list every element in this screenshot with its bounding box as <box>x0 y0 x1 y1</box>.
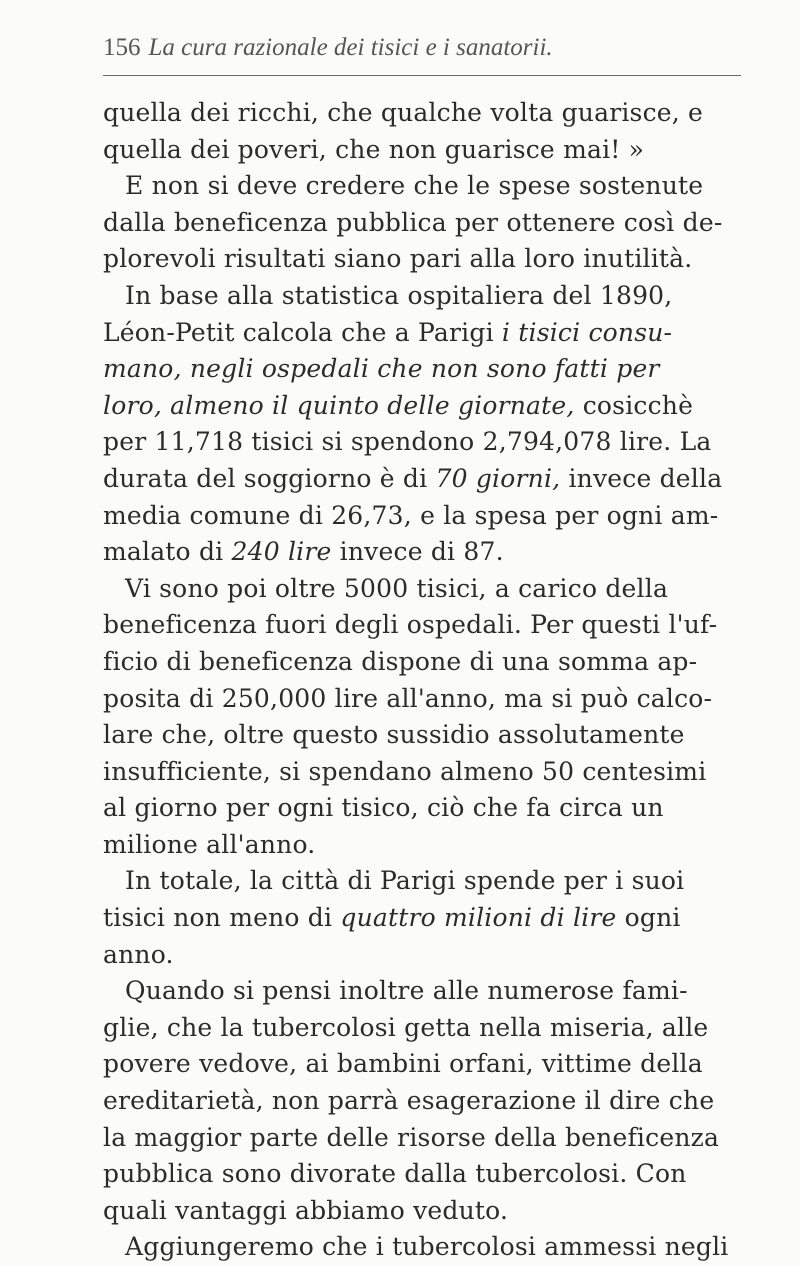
text-span: dalla beneficenza pubblica per ottenere così de- <box>103 207 723 237</box>
text-span: al giorno per ogni tisico, ciò che fa circa un <box>103 793 664 823</box>
text-span: In totale, la città di Parigi spende per i suoi <box>125 866 685 896</box>
text-line <box>103 717 763 754</box>
text-line <box>103 388 763 425</box>
text-line <box>103 315 763 352</box>
text-line <box>103 571 763 608</box>
text-span: invece della <box>560 463 723 493</box>
text-line <box>103 1229 763 1266</box>
text-span: povere vedove, ai bambini orfani, vittime della <box>103 1049 703 1079</box>
text-span: pubblica sono divorate dalla tubercolosi. Con <box>103 1159 687 1189</box>
text-span: quali vantaggi abbiamo veduto. <box>103 1195 509 1225</box>
text-line <box>103 607 763 644</box>
text-span: per 11,718 tisici si spendono 2,794,078 lire. La <box>103 427 712 457</box>
text-line <box>103 1046 763 1083</box>
text-line <box>103 863 763 900</box>
text-span: In base alla statistica ospitaliera del 1890, <box>125 280 673 310</box>
text-span: E non si deve credere che le spese sostenute <box>125 171 704 201</box>
text-span: insufficiente, si spendano almeno 50 centesimi <box>103 756 707 786</box>
text-line <box>103 461 763 498</box>
text-line <box>103 498 763 535</box>
text-line <box>103 534 763 571</box>
italic-span: 70 giorni, <box>435 463 561 493</box>
text-line <box>103 644 763 681</box>
text-span: media comune di 26,73, e la spesa per ogni am- <box>103 500 719 530</box>
text-span: malato di <box>103 537 232 567</box>
text-line <box>103 681 763 718</box>
text-span: ficio di beneficenza dispone di una somma ap- <box>103 646 698 676</box>
body-text <box>103 95 763 1266</box>
text-line <box>103 241 763 278</box>
italic-span: 240 lire <box>231 537 332 567</box>
text-span: tisici non meno di <box>103 903 341 933</box>
text-span: beneficenza fuori degli ospedali. Per questi l'uf- <box>103 610 718 640</box>
text-line <box>103 351 763 388</box>
text-span: durata del soggiorno è di <box>103 463 436 493</box>
text-line <box>103 937 763 974</box>
text-line <box>103 95 763 132</box>
text-line <box>103 1193 763 1230</box>
text-line <box>103 1083 763 1120</box>
text-line <box>103 973 763 1010</box>
text-line <box>103 1156 763 1193</box>
text-span: plorevoli risultati siano pari alla loro inutilità. <box>103 244 693 274</box>
text-line <box>103 424 763 461</box>
text-line <box>103 168 763 205</box>
text-span: glie, che la tubercolosi getta nella miseria, alle <box>103 1012 709 1042</box>
text-span: lare che, oltre questo sussidio assolutamente <box>103 720 685 750</box>
text-span: cosicchè <box>574 390 694 420</box>
text-line <box>103 205 763 242</box>
running-header <box>103 34 743 64</box>
italic-span: loro, almeno il quinto delle giornate, <box>103 390 575 420</box>
text-span: ereditarietà, non parrà esagerazione il dire che <box>103 1086 715 1116</box>
text-line <box>103 754 763 791</box>
text-line <box>103 1010 763 1047</box>
text-span: Léon-Petit calcola che a Parigi <box>103 317 502 347</box>
page-number: 156 <box>103 34 141 61</box>
text-line <box>103 278 763 315</box>
text-line <box>103 132 763 169</box>
text-span: Quando si pensi inoltre alle numerose fami- <box>125 976 688 1006</box>
text-span: la maggior parte delle risorse della beneficenza <box>103 1122 720 1152</box>
header-rule <box>103 75 741 76</box>
text-span: Vi sono poi oltre 5000 tisici, a carico della <box>125 573 669 603</box>
italic-span: mano, negli ospedali che non sono fatti per <box>103 354 660 384</box>
text-line <box>103 790 763 827</box>
text-span: posita di 250,000 lire all'anno, ma si può calco- <box>103 683 713 713</box>
text-span: Aggiungeremo che i tubercolosi ammessi negli <box>125 1232 729 1262</box>
italic-span: i tisici consu- <box>501 317 673 347</box>
text-span: milione all'anno. <box>103 829 316 859</box>
text-span: ogni <box>616 903 681 933</box>
text-line <box>103 1120 763 1157</box>
text-line <box>103 900 763 937</box>
running-title: La cura razionale dei tisici e i sanatorii. <box>148 34 553 61</box>
text-span: quella dei poveri, che non guarisce mai! » <box>103 134 645 164</box>
text-span: quella dei ricchi, che qualche volta guarisce, e <box>103 98 704 127</box>
text-span: anno. <box>103 939 174 969</box>
text-line <box>103 827 763 864</box>
italic-span: quattro milioni di lire <box>340 903 617 933</box>
text-span: invece di 87. <box>331 537 504 567</box>
